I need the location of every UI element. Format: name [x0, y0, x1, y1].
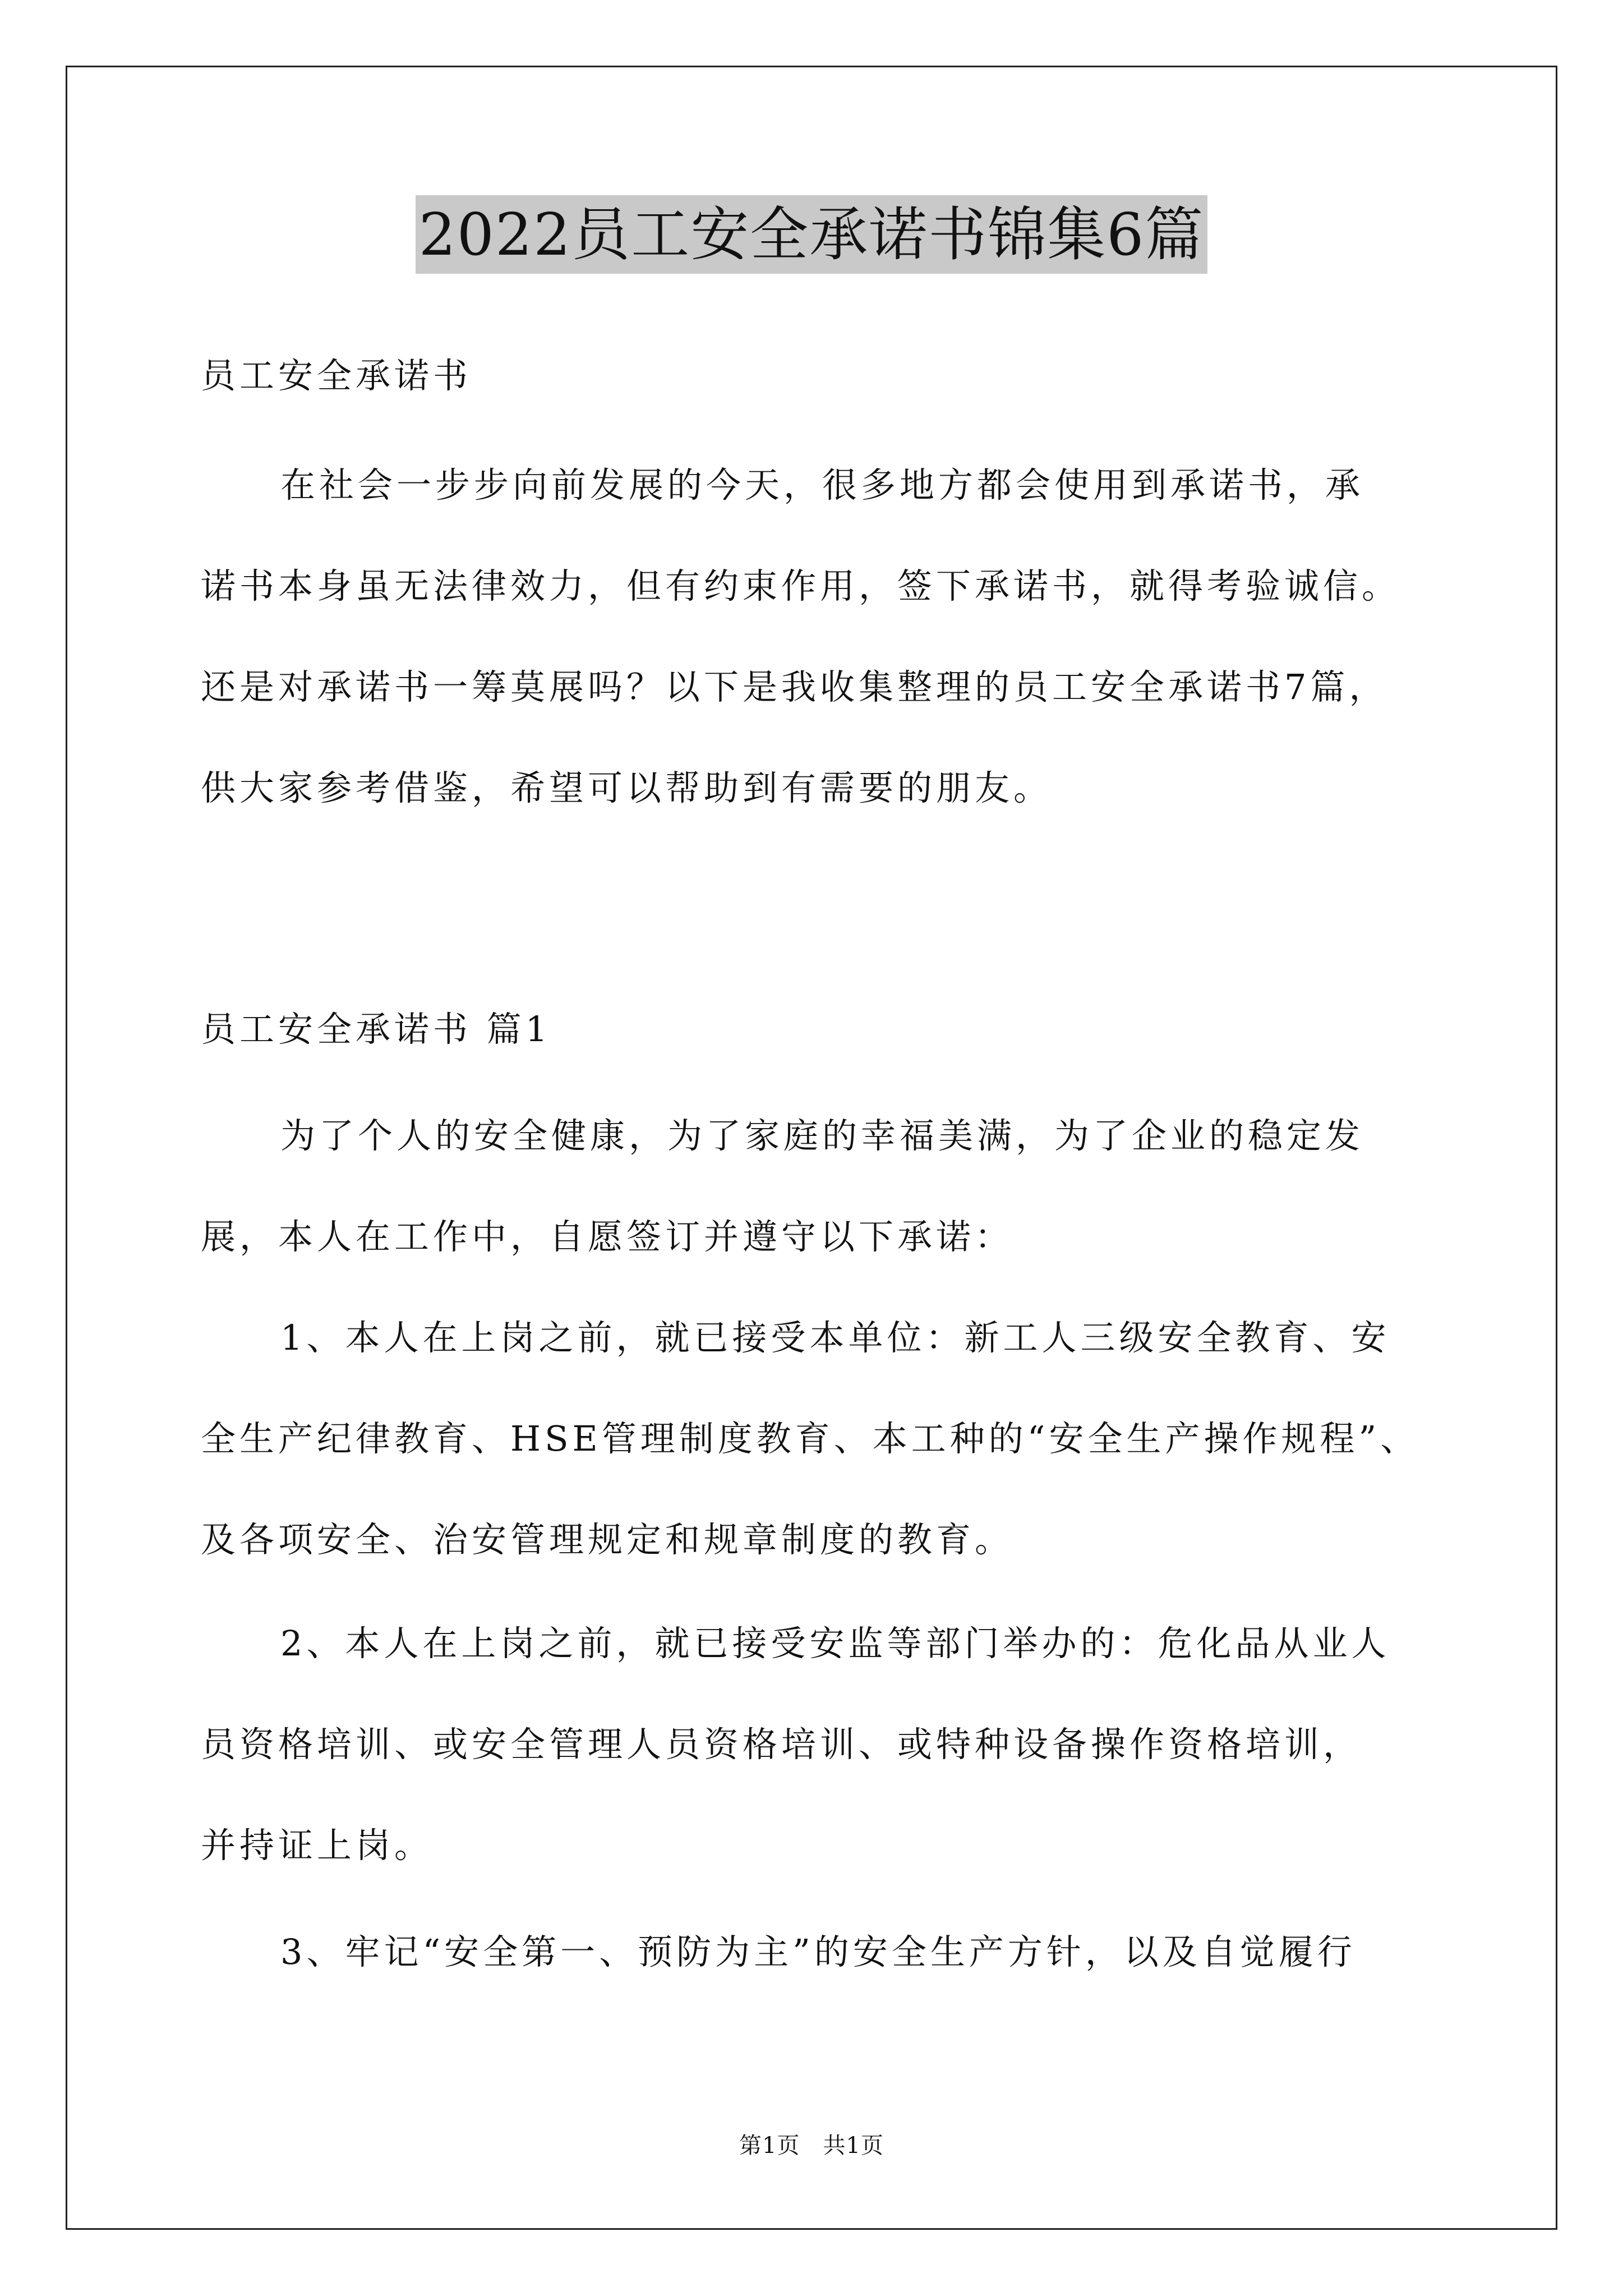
section-heading: 员工安全承诺书 [201, 355, 472, 396]
paragraph-line: 在社会一步步向前发展的今天，很多地方都会使用到承诺书，承 [280, 464, 1364, 505]
paragraph-line: 2、本人在上岗之前，就已接受安监等部门举办的：危化品从业人 [280, 1623, 1390, 1664]
title-container [0, 195, 1623, 274]
paragraph-line: 为了个人的安全健康，为了家庭的幸福美满，为了企业的稳定发 [280, 1115, 1364, 1156]
paragraph-line: 供大家参考借鉴，希望可以帮助到有需要的朋友。 [201, 767, 1053, 808]
paragraph-line: 3、牢记“安全第一、预防为主”的安全生产方针，以及自觉履行 [280, 1931, 1356, 1972]
paragraph-line: 还是对承诺书一筹莫展吗？以下是我收集整理的员工安全承诺书7篇， [201, 666, 1388, 707]
section-heading: 员工安全承诺书 篇1 [201, 1009, 552, 1050]
paragraph-line: 展，本人在工作中，自愿签订并遵守以下承诺： [201, 1216, 1014, 1257]
paragraph-line: 并持证上岗。 [201, 1825, 434, 1866]
page-footer: 第1页 共1页 [739, 2133, 884, 2159]
paragraph-line: 诺书本身虽无法律效力，但有约束作用，签下承诺书，就得考验诚信。 [201, 565, 1401, 606]
paragraph-line: 员资格培训、或安全管理人员资格培训、或特种设备操作资格培训， [201, 1724, 1362, 1765]
document-title: 2022员工安全承诺书锦集6篇 [416, 195, 1208, 274]
paragraph-line: 全生产纪律教育、HSE管理制度教育、本工种的“安全生产操作规程”、 [201, 1418, 1419, 1459]
paragraph-line: 及各项安全、治安管理规定和规章制度的教育。 [201, 1519, 1014, 1560]
paragraph-line: 1、本人在上岗之前，就已接受本单位：新工人三级安全教育、安 [280, 1317, 1390, 1358]
